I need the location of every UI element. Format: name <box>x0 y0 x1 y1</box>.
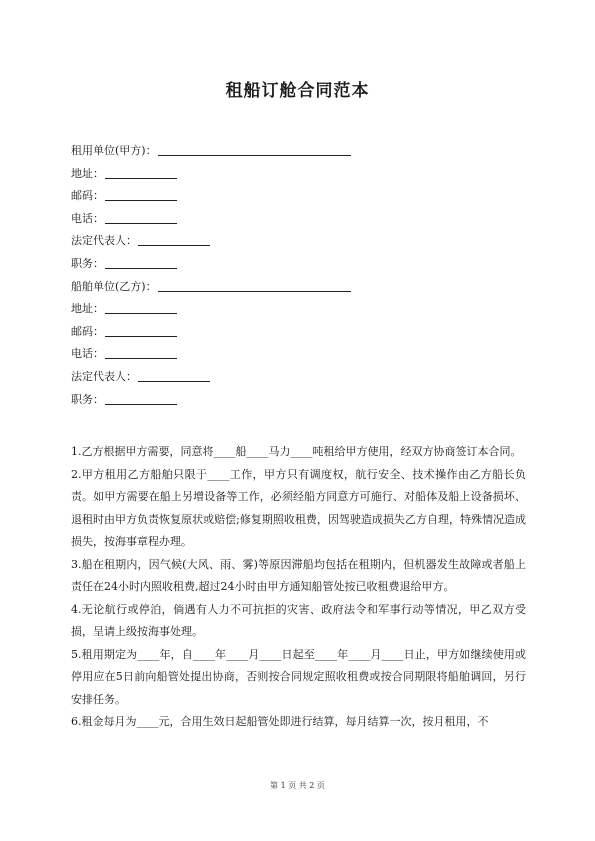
party-a-phone-label: 电话： <box>71 211 104 225</box>
clause-4: 4.无论航行或停泊，倘遇有人力不可抗拒的灾害、政府法令和军事行动等情况，甲乙双方受损，呈请上级按海事处理。 <box>71 602 526 638</box>
party-b-rep-field <box>71 369 531 392</box>
party-b-unit-blank[interactable] <box>158 279 351 292</box>
party-b-postcode-label: 邮码： <box>71 324 104 338</box>
party-b-position-blank[interactable] <box>105 392 177 405</box>
party-b-position-label: 职务： <box>71 392 104 406</box>
party-a-unit-label: 租用单位(甲方)： <box>71 144 157 157</box>
party-b-rep-label: 法定代表人： <box>71 369 137 383</box>
party-a-unit-blank[interactable] <box>158 143 351 156</box>
party-b-address-field <box>71 301 531 324</box>
party-a-rep-label: 法定代表人： <box>71 234 137 248</box>
contract-clauses <box>71 441 526 734</box>
clause-6: 6.租金每月为____元，合用生效日起船管处即进行结算，每月结算一次，按月租用，不 <box>71 715 489 728</box>
party-b-phone-field <box>71 346 531 369</box>
party-b-postcode-field <box>71 324 531 347</box>
party-b-address-label: 地址： <box>71 302 104 316</box>
party-b-rep-blank[interactable] <box>138 369 210 382</box>
party-info-fields <box>71 143 531 414</box>
party-b-unit-label: 船舶单位(乙方)： <box>71 279 157 293</box>
party-a-postcode-label: 邮码： <box>71 189 104 203</box>
party-a-rep-blank[interactable] <box>138 233 210 246</box>
party-b-unit-field <box>71 279 531 302</box>
clause-2: 2.甲方租用乙方船舶只限于____工作，甲方只有调度权，航行安全、技术操作由乙方船长负责。如甲方需要在船上另增设备等工作，必须经船方同意方可施行、对船体及船上设备损坏、退租时由甲方负责恢复原状或赔偿;修复期照收租费，因驾驶造成损失乙方自理，特殊情况造成损失，按海事章程办理。 <box>71 467 526 548</box>
party-a-postcode-blank[interactable] <box>105 188 177 201</box>
party-b-phone-blank[interactable] <box>105 346 177 359</box>
party-a-position-field <box>71 256 531 279</box>
party-a-rep-field <box>71 233 531 256</box>
party-a-phone-blank[interactable] <box>105 211 177 224</box>
party-a-postcode-field <box>71 188 531 211</box>
party-a-address-label: 地址： <box>71 166 104 180</box>
clause-3: 3.船在租期内，因气候(大风、雨、雾)等原因滞船均包括在租期内，但机器发生故障或者船上责任在24小时内照收租费,超过24小时由甲方通知船管处按已收租费退给甲方。 <box>71 557 526 593</box>
page-number-footer: 第 1 页 共 2 页 <box>270 781 325 790</box>
party-b-postcode-blank[interactable] <box>105 324 177 337</box>
party-a-address-field <box>71 166 531 189</box>
party-a-phone-field <box>71 211 531 234</box>
clause-1: 1.乙方根据甲方需要，同意将____船____马力____吨租给甲方使用，经双方协商签订本合同。 <box>71 445 522 458</box>
clause-5: 5.租用期定为____年，自____年____月____日起至____年____月____日止，甲方如继续使用或停用应在5日前向船管处提出协商，否则按合同规定照收租费或按合同期限将船舶调回，另行安排任务。 <box>71 647 526 706</box>
party-a-address-blank[interactable] <box>105 166 177 179</box>
document-title: 租船订舱合同范本 <box>225 81 370 101</box>
party-b-phone-label: 电话： <box>71 347 104 361</box>
party-b-address-blank[interactable] <box>105 301 177 314</box>
party-a-position-label: 职务： <box>71 256 104 270</box>
party-b-position-field <box>71 392 531 415</box>
party-a-position-blank[interactable] <box>105 256 177 269</box>
party-a-unit-field <box>71 143 531 166</box>
